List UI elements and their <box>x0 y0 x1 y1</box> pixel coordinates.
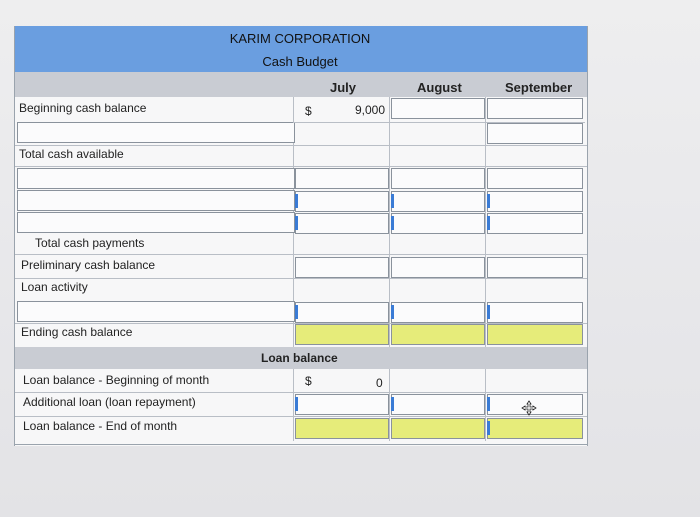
loan-activity-label-input[interactable] <box>17 301 295 322</box>
payment-august-input-1[interactable] <box>391 168 485 189</box>
ending-july-input[interactable] <box>295 324 389 345</box>
loan-balance-heading: Loan balance <box>261 351 338 365</box>
loan-end-july-input[interactable] <box>295 418 389 439</box>
row-divider <box>15 392 587 393</box>
row-divider <box>15 254 587 255</box>
beginning-currency: $ <box>305 104 312 118</box>
total-available-label: Total cash available <box>19 147 124 161</box>
payment-label-input-2[interactable] <box>17 190 295 211</box>
table-bottom-border <box>15 444 587 445</box>
loan-beginning-currency: $ <box>305 374 312 388</box>
row-divider <box>15 416 587 417</box>
beginning-september-input[interactable] <box>487 98 583 119</box>
preliminary-august-input[interactable] <box>391 257 485 278</box>
column-divider <box>389 97 390 347</box>
budget-title: Cash Budget <box>262 54 338 69</box>
loan-activity-july-input[interactable] <box>295 302 389 323</box>
additional-loan-label: Additional loan (loan repayment) <box>23 395 196 409</box>
loan-activity-september-input[interactable] <box>487 302 583 323</box>
payment-september-input-2[interactable] <box>487 191 583 212</box>
loan-end-september-input[interactable] <box>487 418 583 439</box>
column-september: September <box>505 80 573 95</box>
receipts-september-input[interactable] <box>487 123 583 144</box>
company-name: KARIM CORPORATION <box>229 31 371 46</box>
move-cursor-icon <box>521 400 537 416</box>
column-divider <box>485 97 486 347</box>
loan-end-label: Loan balance - End of month <box>23 419 178 433</box>
column-divider <box>293 369 294 441</box>
payment-july-input-1[interactable] <box>295 168 389 189</box>
ending-cash-label: Ending cash balance <box>21 325 133 339</box>
column-august: August <box>417 80 462 95</box>
additional-loan-august-input[interactable] <box>391 394 485 415</box>
row-divider <box>15 166 587 167</box>
beginning-july-value: 9,000 <box>355 103 386 117</box>
payment-july-input-2[interactable] <box>295 191 389 212</box>
column-header-band <box>15 72 587 97</box>
loan-end-august-input[interactable] <box>391 418 485 439</box>
row-divider <box>15 145 587 146</box>
row-divider <box>15 278 587 279</box>
payment-august-input-2[interactable] <box>391 191 485 212</box>
loan-activity-august-input[interactable] <box>391 302 485 323</box>
payment-september-input-1[interactable] <box>487 168 583 189</box>
ending-september-input[interactable] <box>487 324 583 345</box>
preliminary-september-input[interactable] <box>487 257 583 278</box>
ending-august-input[interactable] <box>391 324 485 345</box>
column-divider <box>485 369 486 441</box>
loan-beginning-july-value: 0 <box>376 376 383 390</box>
payment-label-input-3[interactable] <box>17 212 295 233</box>
loan-activity-label: Loan activity <box>21 280 88 294</box>
payment-august-input-3[interactable] <box>391 213 485 234</box>
total-payments-label: Total cash payments <box>35 236 145 250</box>
beginning-august-input[interactable] <box>391 98 485 119</box>
column-july: July <box>330 80 357 95</box>
receipts-label-input[interactable] <box>17 122 295 143</box>
column-divider <box>389 369 390 441</box>
cash-budget-table <box>14 26 588 446</box>
payment-september-input-3[interactable] <box>487 213 583 234</box>
additional-loan-july-input[interactable] <box>295 394 389 415</box>
preliminary-balance-label: Preliminary cash balance <box>21 258 156 272</box>
preliminary-july-input[interactable] <box>295 257 389 278</box>
beginning-cash-label: Beginning cash balance <box>19 101 147 115</box>
payment-label-input-1[interactable] <box>17 168 295 189</box>
loan-beginning-label: Loan balance - Beginning of month <box>23 373 210 387</box>
payment-july-input-3[interactable] <box>295 213 389 234</box>
